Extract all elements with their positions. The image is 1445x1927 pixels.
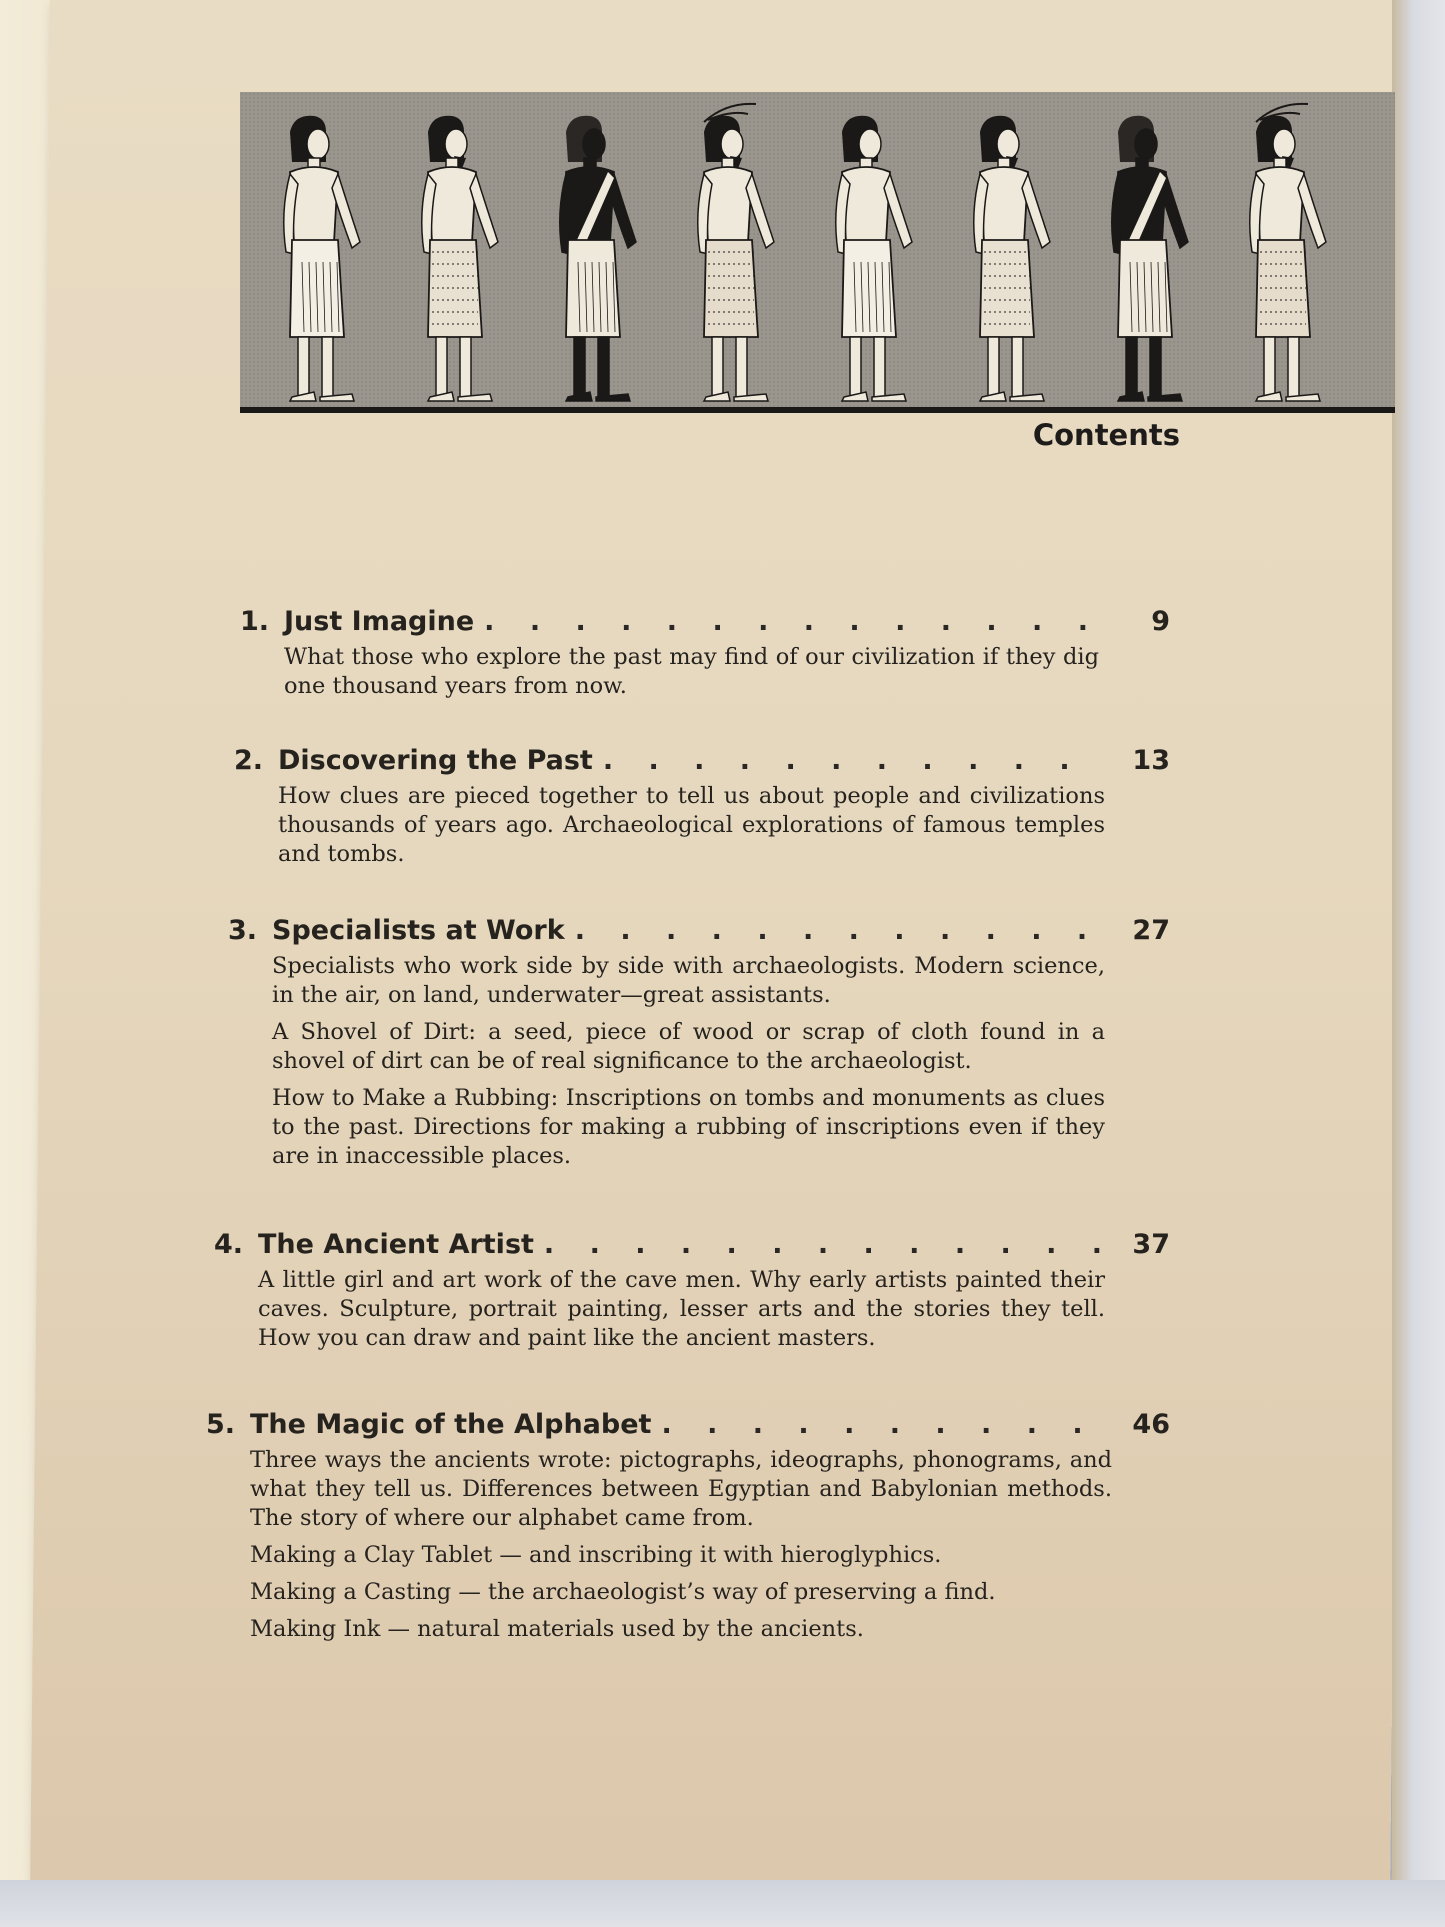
chapter-description: How clues are pieced together to tell us about people and civilizations thousands of years ago. Archaeological explorations of famous temples and tombs.	[278, 783, 1105, 867]
leader-dots	[661, 1409, 1100, 1440]
page-number: 13	[1132, 745, 1170, 776]
leader-dots	[544, 1229, 1100, 1260]
chapter-description: Specialists who work side by side with archaeologists. Modern science, in the air, on land, underwater—great assistants.	[272, 953, 1105, 1008]
egyptian-figure	[698, 104, 774, 401]
egyptian-figure	[974, 116, 1050, 401]
page-title: Contents	[1032, 418, 1180, 452]
egyptian-figure	[836, 116, 912, 401]
leader-dots	[575, 915, 1100, 946]
egyptian-figure	[1250, 104, 1326, 401]
chapter-description: Three ways the ancients wrote: pictographs, ideographs, phonograms, and what they tell us. Differences between Egyptian and Babylonian methods. The story of where our alphabet came from.	[250, 1447, 1112, 1531]
chapter-number: 3.	[228, 915, 258, 946]
chapter-title[interactable]: Specialists at Work	[272, 915, 565, 946]
chapter-number: 2.	[234, 745, 264, 776]
toc-entry	[234, 745, 1170, 869]
leader-dots	[603, 745, 1100, 776]
chapter-title[interactable]: The Ancient Artist	[258, 1229, 534, 1260]
toc-entry	[206, 1409, 1170, 1644]
chapter-title[interactable]: Just Imagine	[284, 606, 475, 637]
egyptian-figure	[1112, 116, 1188, 401]
page-number: 46	[1132, 1409, 1170, 1440]
page-number: 27	[1132, 915, 1170, 946]
chapter-number: 4.	[214, 1229, 244, 1260]
page-number: 9	[1151, 606, 1170, 637]
chapter-number: 1.	[240, 606, 270, 637]
background-surface	[0, 1880, 1445, 1927]
section-description: Making a Clay Tablet — and inscribing it with hieroglyphics.	[250, 1542, 942, 1568]
chapter-description: A little girl and art work of the cave men. Why early artists painted their caves. Sculpture, portrait painting, lesser arts and the stories they tell. How you can draw and paint like the ancient masters.	[258, 1267, 1105, 1351]
egyptian-figure	[422, 116, 498, 401]
egyptian-figure	[560, 116, 636, 401]
chapter-description: What those who explore the past may find of our civilization if they dig one thousand years from now.	[284, 644, 1099, 699]
egyptian-frieze-illustration	[240, 92, 1395, 413]
leader-dots	[484, 606, 1100, 637]
toc-entry	[240, 606, 1170, 701]
egyptian-figure	[284, 116, 360, 401]
section-description: Making Ink — natural materials used by the ancients.	[250, 1616, 864, 1642]
page-edge	[1392, 0, 1445, 1927]
section-description: Making a Casting — the archaeologist’s way of preserving a find.	[250, 1579, 996, 1605]
toc-entry	[214, 1229, 1170, 1353]
toc-entry	[228, 915, 1170, 1171]
section-description: A Shovel of Dirt: a seed, piece of wood or scrap of cloth found in a shovel of dirt can be of real significance to the archaeologist.	[272, 1019, 1105, 1074]
chapter-title[interactable]: Discovering the Past	[278, 745, 593, 776]
page-number: 37	[1132, 1229, 1170, 1260]
chapter-number: 5.	[206, 1409, 236, 1440]
chapter-title[interactable]: The Magic of the Alphabet	[250, 1409, 652, 1440]
section-description: How to Make a Rubbing: Inscriptions on tombs and monuments as clues to the past. Directions for making a rubbing of inscriptions even if they are in inaccessible places.	[272, 1085, 1105, 1169]
